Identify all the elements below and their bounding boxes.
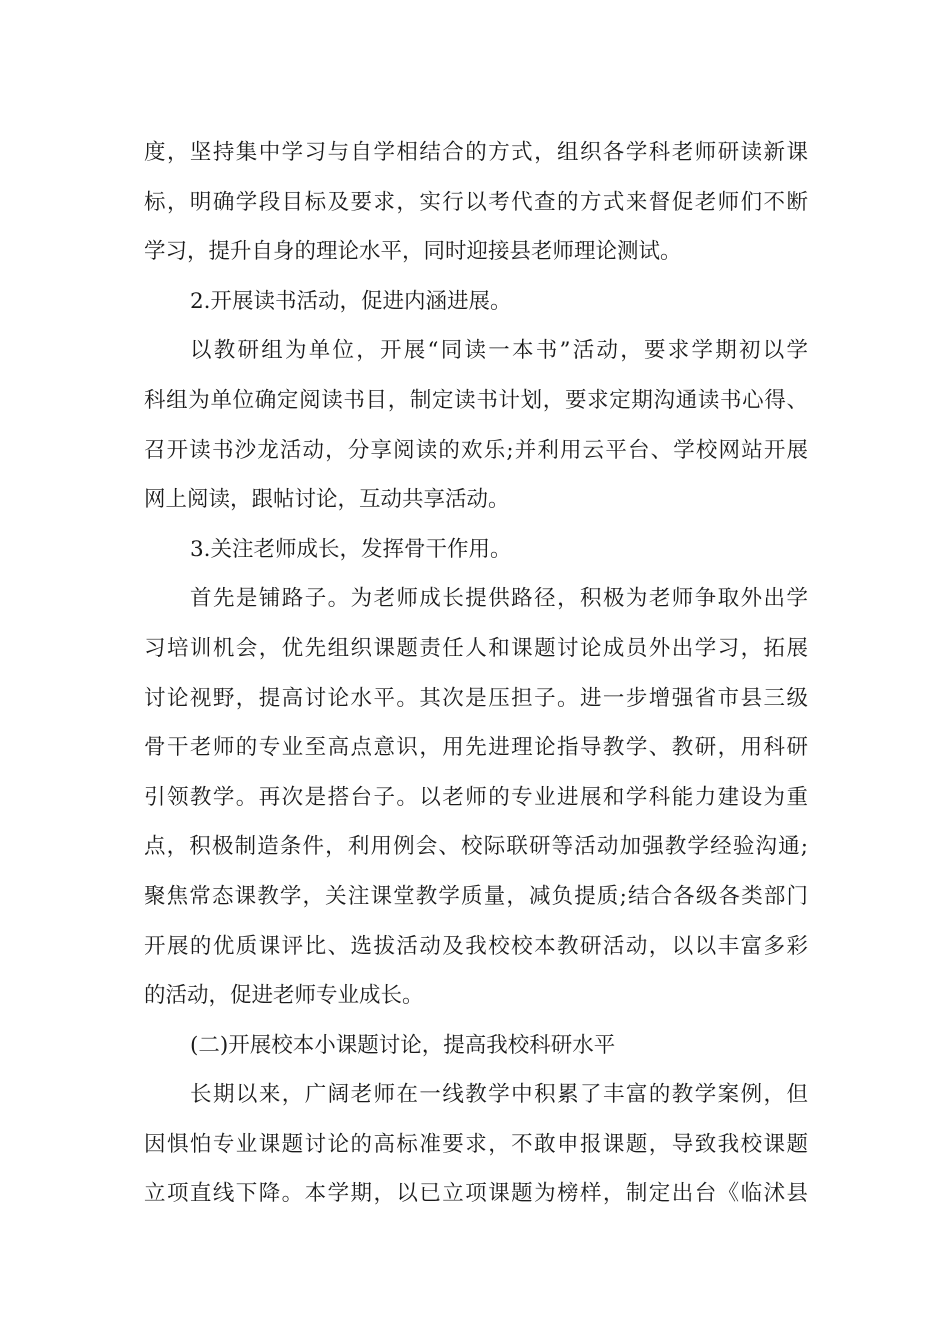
text-line: 习培训机会，优先组织课题责任人和课题讨论成员外出学习，拓展 [144, 635, 808, 661]
section-heading: 3.关注老师成长，发挥骨干作用。 [190, 536, 512, 562]
text-line: 开展的优质课评比、选拔活动及我校校本教研活动，以以丰富多彩 [144, 933, 808, 959]
text-line: 讨论视野，提高讨论水平。其次是压担子。进一步增强省市县三级 [144, 685, 808, 711]
text-line: 学习，提升自身的理论水平，同时迎接县老师理论测试。 [144, 239, 682, 265]
text-line: 长期以来，广阔老师在一线教学中积累了丰富的教学案例，但 [190, 1082, 808, 1108]
section-heading: (二)开展校本小课题讨论，提高我校科研水平 [190, 1032, 616, 1058]
text-line: 召开读书沙龙活动，分享阅读的欢乐;并利用云平台、学校网站开展 [144, 437, 808, 463]
text-line: 的活动，促进老师专业成长。 [144, 983, 424, 1009]
text-line: 网上阅读，跟帖讨论，互动共享活动。 [144, 487, 510, 513]
text-line: 引领教学。再次是搭台子。以老师的专业进展和学科能力建设为重 [144, 784, 808, 810]
document-body [144, 128, 808, 1219]
text-line: 点，积极制造条件，利用例会、校际联研等活动加强教学经验沟通; [144, 834, 808, 860]
text-line: 以教研组为单位，开展“同读一本书”活动，要求学期初以学 [190, 338, 808, 364]
text-line: 立项直线下降。本学期，以已立项课题为榜样，制定出台《临沭县 [144, 1181, 808, 1207]
text-line: 首先是铺路子。为老师成长提供路径，积极为老师争取外出学 [190, 586, 808, 612]
text-line: 聚焦常态课教学，关注课堂教学质量，减负提质;结合各级各类部门 [144, 883, 808, 909]
text-line: 度，坚持集中学习与自学相结合的方式，组织各学科老师研读新课 [144, 140, 808, 165]
text-line: 科组为单位确定阅读书目，制定读书计划，要求定期沟通读书心得、 [144, 387, 808, 413]
text-line: 因惧怕专业课题讨论的高标准要求，不敢申报课题，导致我校课题 [144, 1131, 808, 1157]
section-heading: 2.开展读书活动，促进内涵进展。 [190, 288, 512, 314]
text-line: 标，明确学段目标及要求，实行以考代查的方式来督促老师们不断 [144, 189, 808, 215]
text-line: 骨干老师的专业至高点意识，用先进理论指导教学、教研，用科研 [144, 735, 808, 761]
